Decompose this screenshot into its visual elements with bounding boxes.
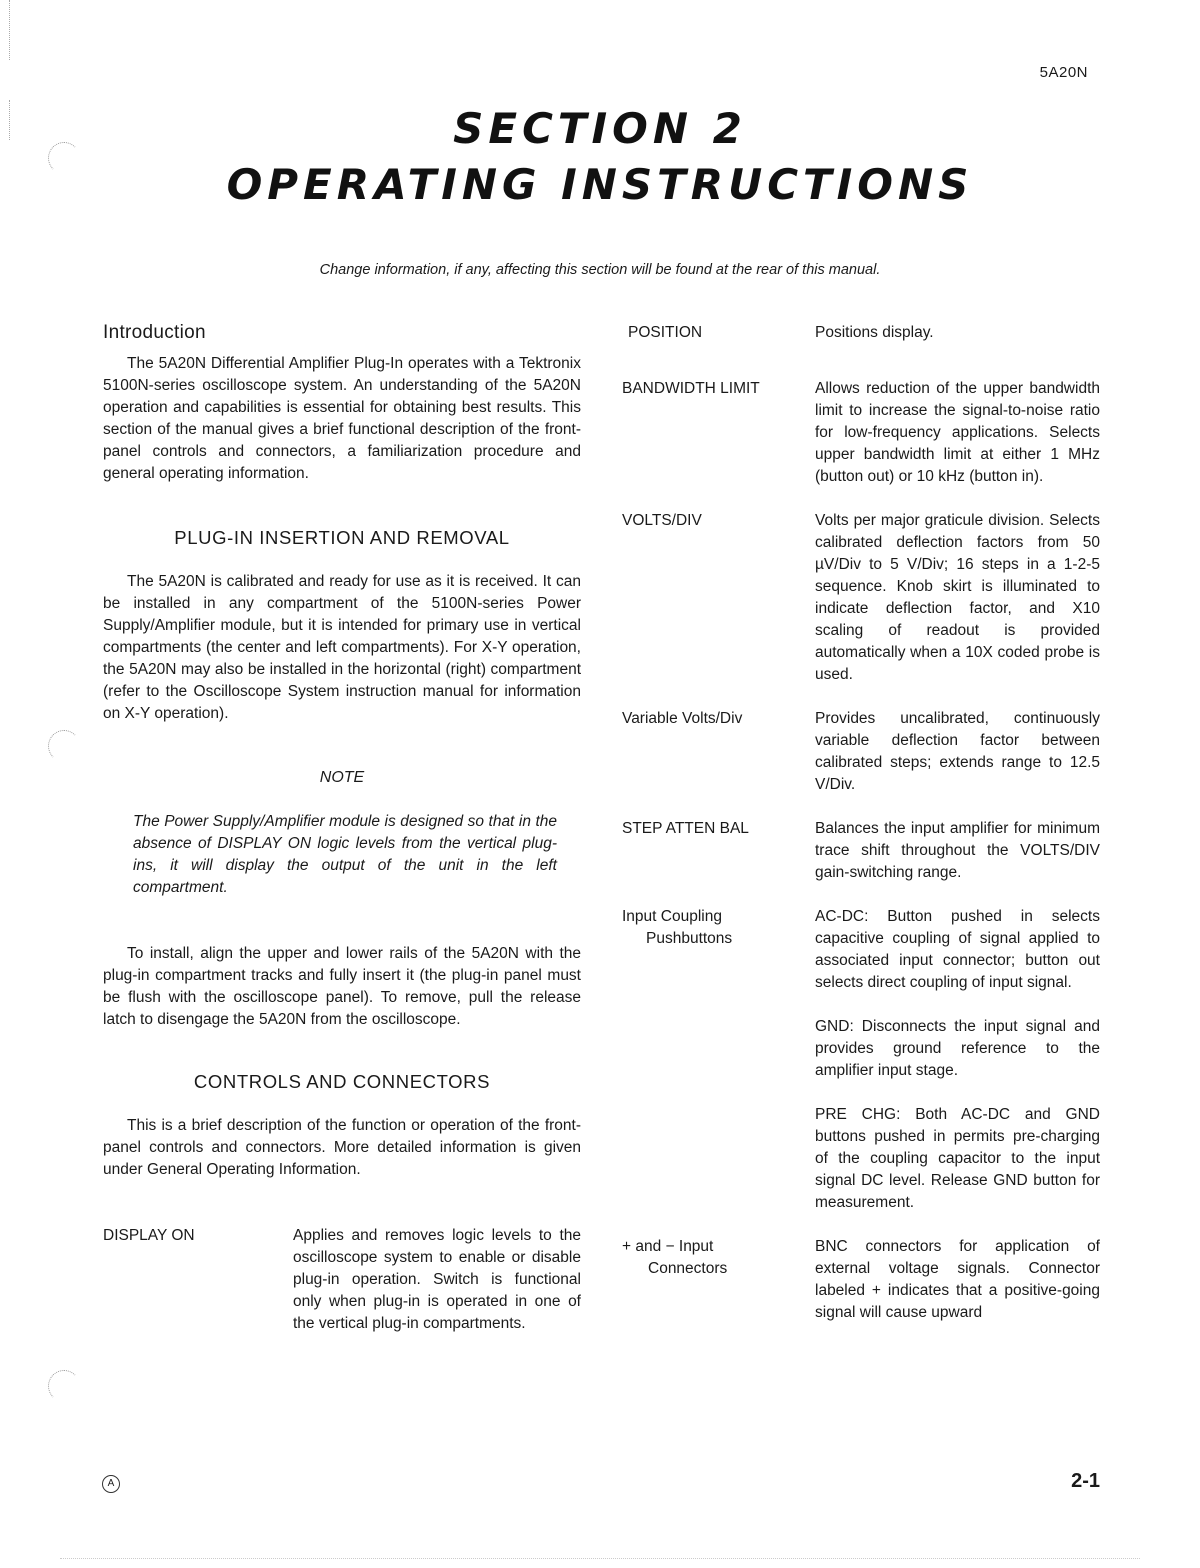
- page-number: 2-1: [1071, 1470, 1100, 1492]
- punch-hole-mark: [48, 1370, 80, 1402]
- introduction-paragraph: The 5A20N Differential Amplifier Plug-In operates with a Tektronix 5100N-series oscilloscope system. An understanding of the 5A20N operation and capabilities is essential for obtaining best results. This section of the manual gives a brief functional description of the front-panel controls and connectors, a familiarization procedure and general operating information.: [103, 355, 581, 482]
- note-heading: NOTE: [319, 769, 365, 786]
- controls-connectors-heading: CONTROLS AND CONNECTORS: [193, 1071, 491, 1092]
- ac-dc-description: AC-DC: Button pushed in selects capacitive coupling of signal applied to associated input connector; button out selects direct coupling of input signal.: [815, 908, 1100, 991]
- install-paragraph: To install, align the upper and lower rails of the 5A20N with the plug-in compartment tracks and fully insert it (the plug-in panel must be flush with the oscilloscope panel). To remove, pull the release latch to disengage the 5A20N from the oscilloscope.: [103, 945, 581, 1028]
- gnd-description: GND: Disconnects the input signal and provides ground reference to the amplifier input stage.: [815, 1018, 1100, 1079]
- control-description: Balances the input amplifier for minimum trace shift throughout the VOLTS/DIV gain-switching range.: [815, 820, 1100, 881]
- control-term-line: Pushbuttons: [646, 930, 733, 947]
- control-term-line: Connectors: [648, 1260, 728, 1277]
- scan-margin-mark: [9, 0, 11, 60]
- controls-intro-paragraph: This is a brief description of the function or operation of the front-panel controls and connectors. More detailed information is given under General Operating Information.: [103, 1117, 581, 1178]
- section-title: OPERATING INSTRUCTIONS: [226, 160, 974, 209]
- note-body: The Power Supply/Amplifier module is designed so that in the absence of DISPLAY ON logic levels from the vertical plug-ins, it will display the output of the unit in the left compartment.: [133, 813, 557, 896]
- left-column: [103, 322, 581, 1335]
- control-term: [622, 1236, 815, 1280]
- control-term: STEP ATTEN BAL: [622, 820, 749, 837]
- plug-in-paragraph: The 5A20N is calibrated and ready for use as it is received. It can be installed in any compartment of the 5100N-series Power Supply/Amplifier module, but it is intended for primary use in vertical compartments (the center and left compartments). For X-Y operation, the 5A20N may also be installed in the horizontal (right) compartment (refer to the Oscilloscope System instruction manual for information on X-Y operation).: [103, 573, 581, 722]
- control-description: Allows reduction of the upper bandwidth limit to increase the signal-to-noise ratio for low-frequency applications. Selects upper bandwidth limit at either 1 MHz (button out) or 10 kHz (button in).: [815, 380, 1100, 485]
- control-description: Positions display.: [815, 324, 934, 341]
- control-item-volts-div: [622, 510, 1102, 686]
- revision-mark-icon: A: [102, 1475, 120, 1493]
- control-description: Provides uncalibrated, continuously variable deflection factor between calibrated steps; extends range to 12.5 V/Div.: [815, 710, 1100, 793]
- control-term: BANDWIDTH LIMIT: [622, 380, 760, 397]
- control-description: Applies and removes logic levels to the oscilloscope system to enable or disable plug-in operation. Switch is functional only when plug-in is operated in one of the vertical plug-in compartments.: [293, 1227, 581, 1332]
- scan-bottom-edge: [60, 1558, 1140, 1559]
- control-description-group: [815, 906, 1100, 1214]
- control-item-position: [622, 322, 1102, 344]
- right-column: [622, 322, 1102, 1324]
- control-description: Volts per major graticule division. Selects calibrated deflection factors from 50 µV/Div to 5 V/Div; 16 steps in a 1-2-5 sequence. Knob skirt is illuminated to indicate deflection factor, and X10 scaling of readout is provided automatically when a 10X coded probe is used.: [815, 512, 1100, 683]
- control-term-line: Input Coupling: [622, 908, 722, 925]
- control-item-bandwidth-limit: [622, 378, 1102, 488]
- control-term: VOLTS/DIV: [622, 512, 702, 529]
- control-term: Variable Volts/Div: [622, 710, 743, 727]
- control-term: POSITION: [628, 324, 703, 341]
- model-identifier: 5A20N: [1039, 64, 1088, 81]
- control-item-step-atten-bal: [622, 818, 1102, 884]
- control-item-input-connectors: [622, 1236, 1102, 1324]
- control-term: DISPLAY ON: [103, 1227, 195, 1244]
- control-item-variable-volts-div: [622, 708, 1102, 796]
- punch-hole-mark: [48, 730, 80, 762]
- control-item-input-coupling: [622, 906, 1102, 1214]
- introduction-heading: Introduction: [103, 322, 206, 343]
- pre-chg-description: PRE CHG: Both AC-DC and GND buttons pushed in permits pre-charging of the coupling capacitor to the input signal DC level. Release GND button for measurement.: [815, 1106, 1100, 1211]
- control-description: BNC connectors for application of external voltage signals. Connector labeled + indicates that a positive-going signal will cause upward: [815, 1238, 1100, 1321]
- change-information-note: Change information, if any, affecting this section will be found at the rear of this manual.: [319, 262, 881, 278]
- control-term-line: + and − Input: [622, 1238, 714, 1255]
- plug-in-insertion-heading: PLUG-IN INSERTION AND REMOVAL: [174, 527, 510, 548]
- section-number-title: SECTION 2: [453, 104, 747, 153]
- control-item-display-on: [103, 1225, 581, 1335]
- control-term: [622, 906, 815, 950]
